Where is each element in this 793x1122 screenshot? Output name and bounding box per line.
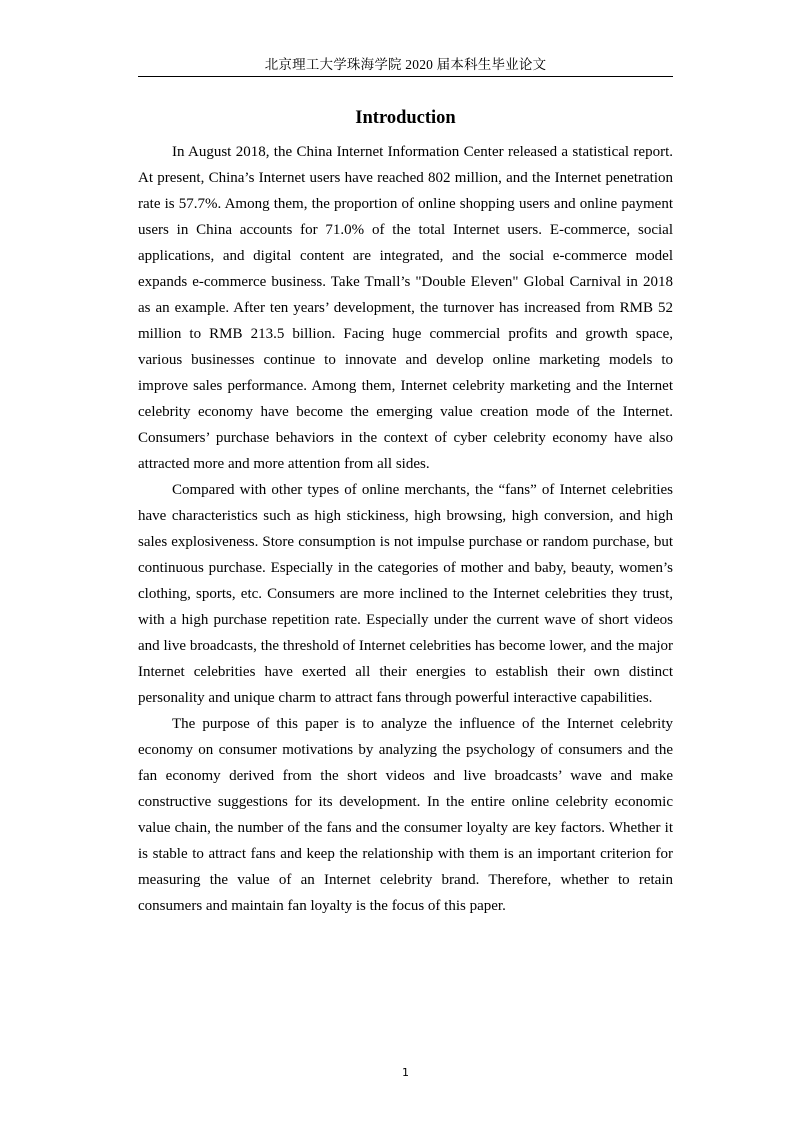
body-text	[138, 139, 673, 919]
paragraph-2: Compared with other types of online merchants, the “fans” of Internet celebrities have characteristics such as high stickiness, high browsing, high conversion, and high sales explosiveness. Store consumption is not impulse purchase or random purchase, but continuous purchase. Especially in the categories of mother and baby, beauty, women’s clothing, sports, etc. Consumers are more inclined to the Internet celebrities they trust, with a high purchase repetition rate. Especially under the current wave of short videos and live broadcasts, the threshold of Internet celebrities has become lower, and the major Internet celebrities have exerted all their energies to establish their own distinct personality and unique charm to attract fans through powerful interactive capabilities.	[138, 482, 673, 706]
paragraph-3: The purpose of this paper is to analyze the influence of the Internet celebrity economy on consumer motivations by analyzing the psychology of consumers and the fan economy derived from the short videos and live broadcasts’ wave and make constructive suggestions for its development. In the entire online celebrity economic value chain, the number of the fans and the consumer loyalty are key factors. Whether it is stable to attract fans and keep the relationship with them is an important criterion for measuring the value of an Internet celebrity brand. Therefore, whether to retain consumers and maintain fan loyalty is the focus of this paper.	[138, 716, 673, 914]
page-number: 1	[402, 1066, 409, 1079]
header-divider	[138, 76, 673, 77]
section-title: Introduction	[355, 108, 456, 128]
paragraph-1: In August 2018, the China Internet Information Center released a statistical report. At present, China’s Internet users have reached 802 million, and the Internet penetration rate is 57.7%. Among them, the proportion of online shopping users and online payment users in China accounts for 71.0% of the total Internet users. E-commerce, social applications, and digital content are integrated, and the social e-commerce model expands e-commerce business. Take Tmall’s "Double Eleven" Global Carnival in 2018 as an example. After ten years’ development, the turnover has increased from RMB 52 million to RMB 213.5 billion. Facing huge commercial profits and growth space, various businesses continue to innovate and develop online marketing models to improve sales performance. Among them, Internet celebrity marketing and the Internet celebrity economy have become the emerging value creation mode of the Internet. Consumers’ purchase behaviors in the context of cyber celebrity economy have also attracted more and more attention from all sides.	[138, 144, 673, 472]
page-header: 北京理工大学珠海学院 2020 届本科生毕业论文	[264, 57, 547, 72]
